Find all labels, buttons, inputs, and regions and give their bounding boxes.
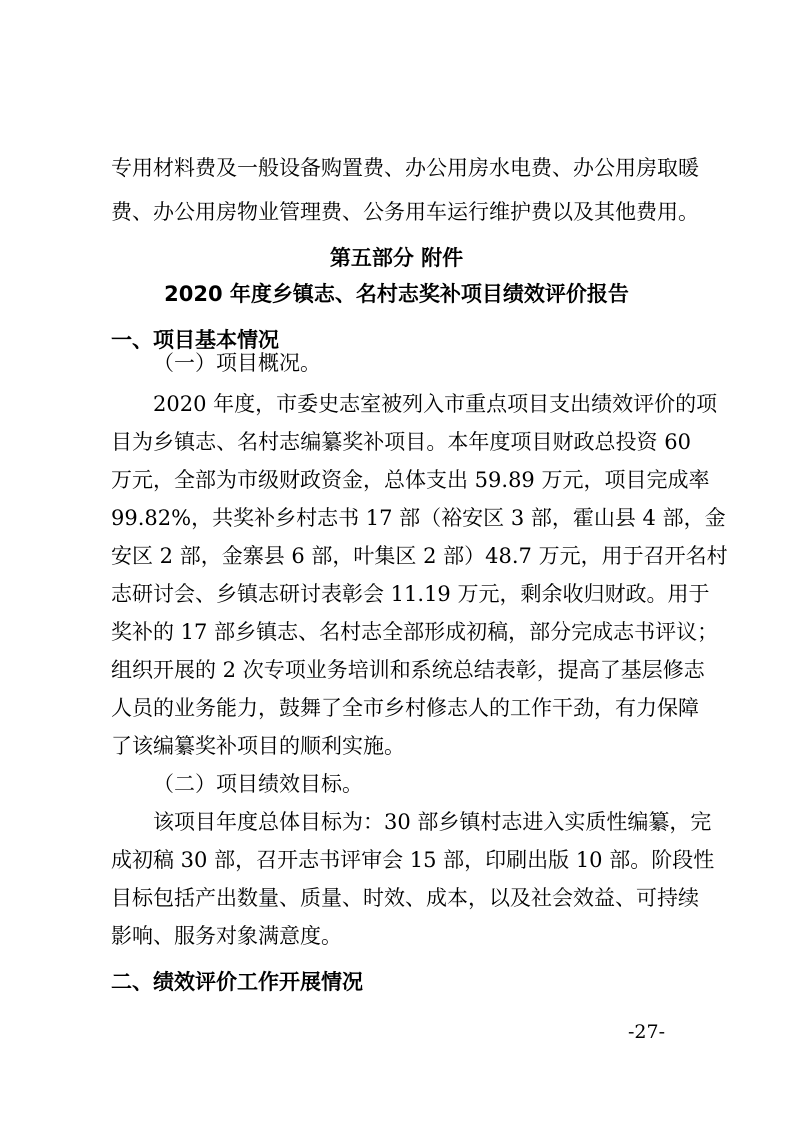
intro-line-1: 专用材料费及一般设备购置费、办公用房水电费、办公用房取暖 xyxy=(111,156,699,180)
section-1-heading: 一、项目基本情况 xyxy=(111,328,279,352)
paragraph-line: 奖补的 17 部乡镇志、名村志全部形成初稿，部分完成志书评议； xyxy=(111,620,719,644)
paragraph-line: 99.82%，共奖补乡村志书 17 部（裕安区 3 部，霍山县 4 部，金 xyxy=(111,506,726,530)
paragraph-line: 成初稿 30 部，召开志书评审会 15 部，印刷出版 10 部。阶段性 xyxy=(111,848,715,872)
paragraph-line: 人员的业务能力，鼓舞了全市乡村修志人的工作干劲，有力保障 xyxy=(111,696,699,720)
paragraph-line: 组织开展的 2 次专项业务培训和系统总结表彰，提高了基层修志 xyxy=(111,658,705,682)
section-2-heading: 二、绩效评价工作开展情况 xyxy=(111,970,363,994)
paragraph-line: 该项目年度总体目标为：30 部乡镇村志进入实质性编纂，完 xyxy=(153,810,712,834)
paragraph-line: 目为乡镇志、名村志编纂奖补项目。本年度项目财政总投资 60 xyxy=(111,430,691,454)
paragraph-line: 志研讨会、乡镇志研讨表彰会 11.19 万元，剩余收归财政。用于 xyxy=(111,582,710,606)
part-title: 第五部分 附件 xyxy=(329,246,464,270)
intro-line-2: 费、办公用房物业管理费、公务用车运行维护费以及其他费用。 xyxy=(111,200,699,224)
report-title: 2020 年度乡镇志、名村志奖补项目绩效评价报告 xyxy=(164,282,629,306)
paragraph-line: 万元，全部为市级财政资金，总体支出 59.89 万元，项目完成率 xyxy=(111,468,710,492)
subsection-2-heading: （二）项目绩效目标。 xyxy=(153,772,363,796)
page-number: -27- xyxy=(628,1021,666,1043)
paragraph-line: 安区 2 部，金寨县 6 部，叶集区 2 部）48.7 万元，用于召开名村 xyxy=(111,544,728,568)
paragraph-line: 影响、服务对象满意度。 xyxy=(111,924,342,948)
paragraph-line: 2020 年度，市委史志室被列入市重点项目支出绩效评价的项 xyxy=(153,392,718,416)
paragraph-line: 了该编纂奖补项目的顺利实施。 xyxy=(111,734,405,758)
subsection-1-heading: （一）项目概况。 xyxy=(153,351,321,375)
paragraph-line: 目标包括产出数量、质量、时效、成本，以及社会效益、可持续 xyxy=(111,886,699,910)
